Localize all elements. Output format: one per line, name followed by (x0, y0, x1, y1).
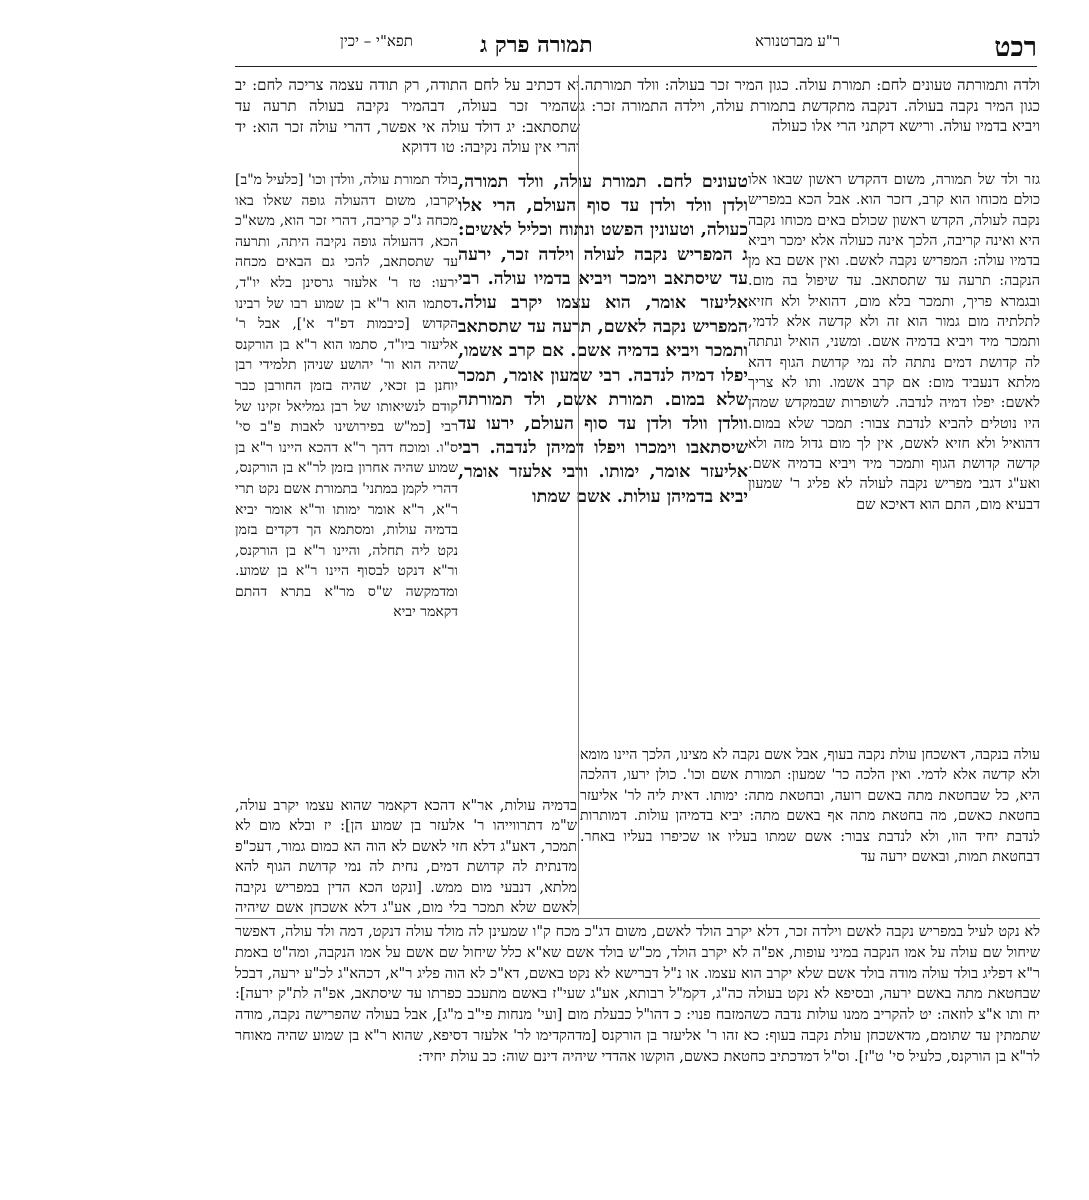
folio-number: רכט (994, 32, 1037, 63)
section-divider (235, 918, 1040, 919)
yachin-top: יא דכתיב על לחם התודה, רק תודה עצמה צריכה לחם: יב שהמיר זכר בעולה, דבהמיר נקיבה בעולה תרעה עד שתסתאב: יג דולד עולה אי אפשר, דהרי עולה זכר הוא: יד והרי אין עולה נקיבה: טו דדוקא (235, 76, 580, 157)
yachin-lower: בדמיה עולות, אר"א דהכא דקאמר שהוא עצמו יקרב עולה, ש"מ דתרווייהו ר' אלעזר בן שמוע הן]: יז ובלא מום לא תמכר, דאע"ג דלא חזי לאשם לא הוה הא כמום גמור, דעכ"פ מדנתית לה קדושת דמים, נחית לה נמי קדושת הגוף להא מלתא, דנבעי מום ממש. [ונקט הכא הדין במפריש נקיבה לאשם שלא תמכר בלי מום, אע"ג דלא אשכחן אשם שיהיה (235, 798, 577, 916)
chapter-title: תמורה פרק ג (480, 32, 593, 58)
yachin-bottom-notes: לא נקט לעיל במפריש נקבה לאשם וילדה זכר, דלא יקרב הולד לאשם, משום דג"כ מכח ק"ו שמעינן לה מולד עולה דנקט, דמה ולד עולה, דאפשר שיחול שם עולה על אמו הנקבה במיני עופות, אפ"ה לא יקרב הולד, מכ"ש בולד אשם שא"א כלל שיחול שם אשם על אמו הנקבה, ומה"ט באמת ר"א דפליג בולד עולה מודה בולד אשם שלא יקרב הוא עצמו. או נ"ל דברישא לא נקט באשם, דא"כ לא הוה פליג ר"א, דכהא"ג לכ"ע ירעה, דבכל שבחטאת מתה באשם ירעה, ובסיפא לא נקט בעולה כה"ג, דקמ"ל רבותא, אע"ג שעי"ז באשם מתעכב כפרתו עד שיסתאב, אפ"ה לת"ק ירעה]: יח ותו א"צ לוזאה: יט להקריב ממנו עולות נדבה כשהמזבח פנוי: כ דהו"ל כבעלת מום [ועי' מנחות פי"ב מ"ג], אבל בעולה שהפרישה נקבה, מודה שתמתין עד שתומם, מדאשכחן עולת נקבה בעוף: כא זהו ר' אליעזר בן הורקנס [מדהקדימו לר' אלעזר דסיפא, שהוא ר"א בן שמוע שהיה מאוחר לר"א בן הורקנס, כלעיל סי' ט"ז]. וס"ל דמדכתיב כחטאת כאשם, הוקשו אהדדי שיהיה דינם שוה: כב עולת יחיד: (235, 924, 1040, 1065)
bartenura-commentary: גזר ולד של תמורה, משום דהקדש ראשון שבאו אלו כולם מכוחו הוא קרב, דזכר הוא. אבל הכא במפריש נקבה לעולה, הקדש ראשון שכולם באים מכוחו נקבה היא ואינה קריבה, הלכך אינה כעולה אלא ימכר ויביא בדמיו עולה: המפריש נקבה לאשם. ואין אשם בא מן הנקבה: תרעה עד שתסתאב. עד שיפול בה מום. ובגמרא פריך, ותמכר בלא מום, דהואיל ולא חזיא לתלתיה מום גמור הוא זה ולא קדשה אלא לדמי, ותמכר מיד ויביא בדמיה אשם. ומשני, הואיל ונתתה לה קדושת דמים נתתה לה נמי קדושת הגוף דהא מלתא דנעביד מום: אם קרב אשמו. ותו לא צריך לאשם: יפלו דמיה לנדבה. לשופרות שבמקדש שמהן היו נוטלים להביא לנדבת צבור: תמכר שלא במום. דהואיל ולא חזיא לאשם, אין לך מום גדול מזה ולא קדשה קדושת הגוף ותמכר מיד ויביא בדמיה אשם. ואע"ג דגבי מפריש נקבה לעולה לא פליג ר' שמעון דבעיא מום, התם הוא דאיכא שם (748, 172, 1040, 513)
header-rule (235, 66, 1037, 67)
mishnah-text: טעונים לחם. תמורת עולה, וולד תמורה, ולדן וולד ולדן עד סוף העולם, הרי אלו כעולה, וטעונין הפשט ונתוח וכליל לאשים: ג המפריש נקבה לעולה וילדה זכר, ירעה עד שיסתאב וימכר ויביא בדמיו עולה. רבי אליעזר אומר, הוא עצמו יקרב עולה. המפריש נקבה לאשם, תרעה עד שתסתאב ותמכר ויביא בדמיה אשם. אם קרב אשמו, יפלו דמיה לנדבה. רבי שמעון אומר, תמכר שלא במום. תמורת אשם, ולד תמורתה וולדן וולד ולדן עד סוף העולם, ירעו עד שיסתאבו וימכרו ויפלו דמיהן לנדבה. רבי אליעזר אומר, ימותו. ורבי אלעזר אומר, יביא בדמיהן עולות. אשם שמתו (458, 172, 748, 507)
commentary-label-bartenura: ר"ע מברטנורא (755, 32, 841, 50)
bartenura-lower: עולה בנקבה, דאשכחן עולת נקבה בעוף, אבל אשם נקבה לא מצינו, הלכך היינו מומא ולא קדשה אלא לדמי. ואין הלכה כר' שמעון: תמורת אשם וכו'. כולן ירעו, דהלכה היא, כל שבחטאת מתה באשם רועה, ובחטאת מתה: ימותו. דאית ליה לר' אליעזר בחטאת כאשם, מה בחטאת מתה אף באשם מתה: יביא בדמיהן עולות. דמותרות לנדבת יחיד הוו, ולא לנדבת צבור: אשם שמתו בעליו או שכיפרו בעליו באחר. דבחטאת תמות, ובאשם ירעה עד (580, 747, 1040, 866)
yachin-commentary: בולד תמורת עולה, וולדן וכו' [כלעיל מ"ב] יקרבו, משום דהעולה גופה שאלו באו מכחה ג"כ קריבה, דהרי זכר הוא, משא"כ הכא, דהעולה גופה נקיבה היתה, ותרעה עד שתסתאב, להכי גם הבאים מכחה ירעו: טז ר' אלעזר גרסינן בלא יו"ד, דסתמו הוא ר"א בן שמוע רבו של רבינו הקדוש [כיבמות דפ"ד א'], אבל ר' אליעזר ביו"ד, סתמו הוא ר"א בן הורקנס שהיה הוא ור' יהושע שניהן תלמידי רבן יוחנן בן זכאי, שהיה בזמן החורבן כבר קודם לנשיאותו של רבן גמליאל זקינו של רבי [כמ"ש בפירושינו לאבות פ"ב סי' ס"ו. ומוכח דהך ר"א דהכא היינו ר"א בן שמוע שהיה אחרון בזמן לר"א בן הורקנס, דהרי לקמן במתני' בתמורת אשם נקט תרי ר"א, ר"א אומר ימותו ור"א אומר יביא בדמיה עולות, ומסתמא הך דקדים בזמן נקט ליה תחלה, והיינו ר"א בן הורקנס, ור"א דנקט לבסוף היינו ר"א בן שמוע. ומדמקשה ש"ס מר"א בתרא דהתם דקאמר יביא (235, 172, 458, 621)
bartenura-top: ולדה ותמורתה טעונים לחם: תמורת עולה. כגון המיר זכר בעולה: וולד תמורתה. כגון המיר נקבה בעולה. דנקבה מתקדשת בתמורת עולה, וילדה התמורה זכר: ג ויביא בדמיו עולה. ורישא דקתני הרי אלו כעולה (580, 76, 1040, 136)
commentary-label-yachin: תפא"י – יכין (340, 32, 413, 50)
column-divider (578, 75, 579, 915)
